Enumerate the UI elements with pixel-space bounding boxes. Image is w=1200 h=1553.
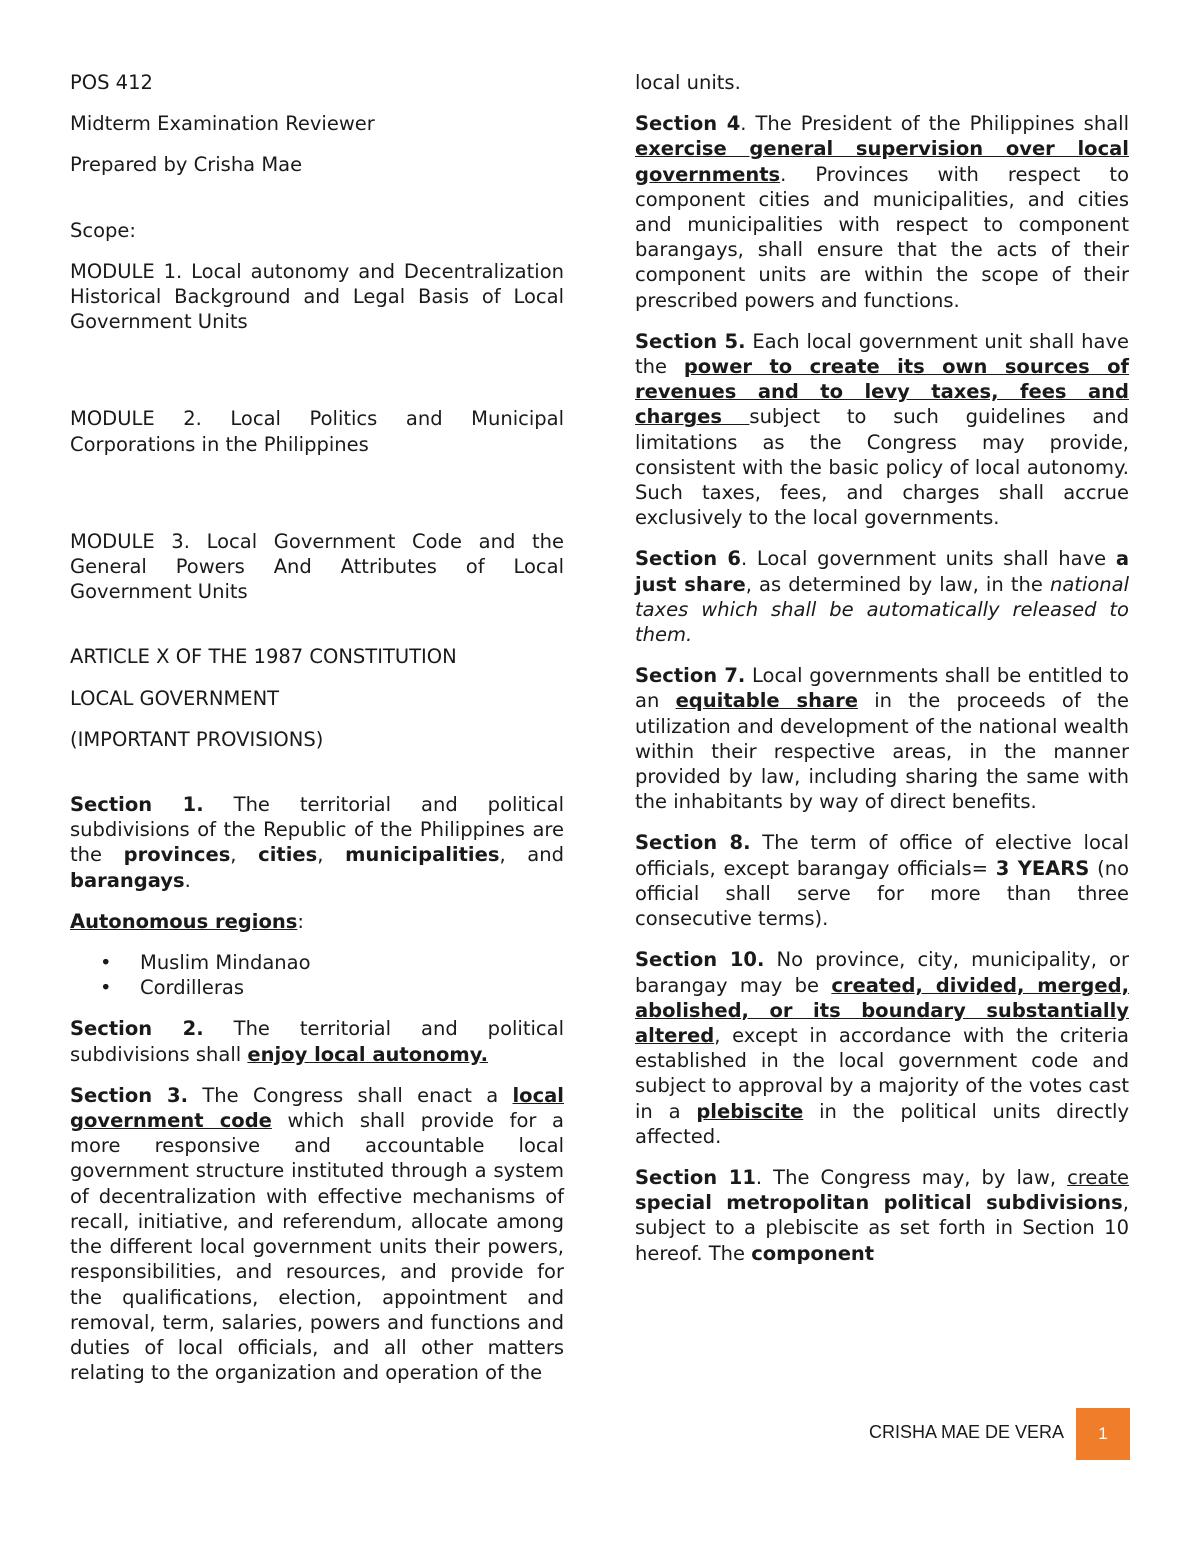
section-7: Section 7. Local governments shall be entitled to an equitable share in the proceeds of the utilization and development of the national wealth within their respective areas, in the manner provided by law, including sharing the same with the inhabitants by way of direct benefits. [635,664,1129,814]
section-4-label: Section 4 [635,112,741,136]
section-7-label: Section 7. [635,664,746,688]
section-1: Section 1. The territorial and political subdivisions of the Republic of the Philippines are the provinces, cities, municipalities, and barangays. [70,793,564,892]
section-2: Section 2. The territorial and political subdivisions shall enjoy local autonomy. [70,1017,564,1066]
section-10: Section 10. No province, city, municipality, or barangay may be created, divided, merged, abolished, or its boundary substantially altered, except in accordance with the criteria established in the local government code and subject to approval by a majority of the votes cast in a plebiscite in the political units directly affected. [635,948,1130,1148]
section-10-label: Section 10. [635,948,765,972]
prepared-by: Prepared by Crisha Mae [70,153,303,177]
list-item: • Cordilleras [140,975,564,1000]
module-2: MODULE 2. Local Politics and Municipal Corporations in the Philippines [70,407,564,456]
section-4: Section 4. The President of the Philippines shall exercise general supervision over local governments. Provinces with respect to component cities and municipalities, and cities and municipalities with respect to component barangays, shall ensure that the acts of their component units are within the scope of their prescribed powers and functions. [635,112,1129,312]
autonomous-regions-list [70,950,564,1000]
section-6: Section 6. Local government units shall have a just share, as determined by law, in the national taxes which shall be automatically released to them. [635,547,1129,647]
article-note: (IMPORTANT PROVISIONS) [70,727,324,751]
section-1-label: Section 1. [70,793,204,817]
section-6-label: Section 6 [635,547,741,571]
article-title: ARTICLE X OF THE 1987 CONSTITUTION [70,645,457,669]
section-5: Section 5. Each local government unit shall have the power to create its own sources of revenues and to levy taxes, fees and charges subject to such guidelines and limitations as the Congress may provide, consistent with the basic policy of local autonomy. Such taxes, fees, and charges shall accrue exclusively to the local governments. [635,329,1130,530]
article-subtitle: LOCAL GOVERNMENT [70,686,280,710]
page-number-badge: 1 [1076,1408,1130,1460]
footer-author: CRISHA MAE DE VERA [868,1422,1064,1442]
list-item: • Muslim Mindanao [140,950,564,975]
section-3-continued: local units. [635,71,741,94]
course-code: POS 412 [70,71,153,94]
module-1: MODULE 1. Local autonomy and Decentralization Historical Background and Legal Basis of Local Government Units [70,259,564,334]
scope-label: Scope: [70,218,136,242]
section-11: Section 11. The Congress may, by law, create special metropolitan political subdivisions, subject to a plebiscite as set forth in Section 10 hereof. The component [635,1165,1129,1265]
document-title: Midterm Examination Reviewer [70,112,375,136]
section-8-label: Section 8. [635,831,751,855]
right-column [635,70,1129,1282]
section-2-label: Section 2. [70,1017,204,1041]
section-8: Section 8. The term of office of elective local officials, except barangay officials= 3 YEARS (no official shall serve for more than three consecutive terms). [635,831,1130,931]
autonomous-regions-heading: Autonomous regions: [70,909,304,933]
left-column [70,70,564,1401]
page-footer [0,1408,1200,1460]
section-3: Section 3. The Congress shall enact a local government code which shall provide for a more responsive and accountable local government structure instituted through a system of decentralization with effective mechanisms of recall, initiative, and referendum, allocate among the different local government units their powers, responsibilities, and resources, and provide for the qualifications, election, appointment and removal, term, salaries, powers and functions and duties of local officials, and all other matters relating to the organization and operation of the [70,1083,564,1385]
section-11-label: Section 11 [635,1165,756,1189]
section-3-label: Section 3. [70,1083,189,1107]
section-5-label: Section 5. [635,329,746,353]
module-3: MODULE 3. Local Government Code and the General Powers And Attributes of Local Government Units [70,529,564,604]
